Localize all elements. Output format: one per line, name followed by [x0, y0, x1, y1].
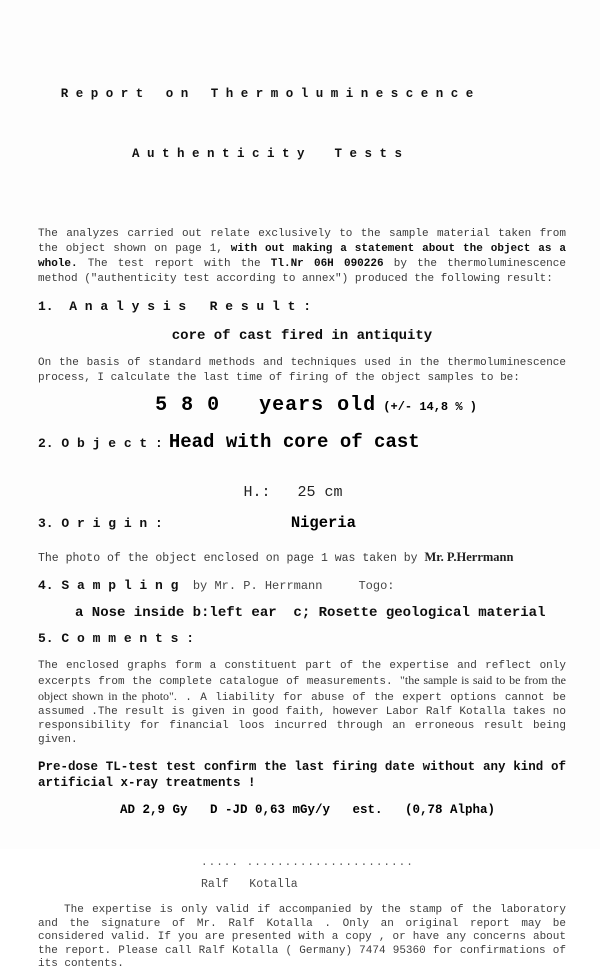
- intro-text-2: The test report with the: [77, 258, 271, 270]
- comments-text-1: The enclosed graphs form a constituent part of the expertise and reflect only excerpts from the complete catalogue of measurements.: [38, 660, 566, 688]
- comments-serif-quote: "the sample is said to be from the object shown in the photo".: [38, 673, 566, 703]
- signature-name: Ralf Kotalla: [201, 878, 298, 891]
- section-sampling-heading: 4. S a m p l i n g: [38, 578, 179, 593]
- photo-credit-line: [38, 550, 566, 565]
- report-title-line1: R e p o r t o n T h e r m o l u m i n e s c e n c e: [60, 87, 474, 101]
- analysis-basis-paragraph: On the basis of standard methods and techniques used in the thermoluminescence process, I calculate the last time of firing of the object samples to be:: [38, 357, 566, 384]
- report-title-line2: A u t h e n t i c i t y T e s t s: [131, 147, 403, 161]
- comments-paragraph: [38, 659, 566, 747]
- sampling-detail: by Mr. P. Herrmann Togo:: [178, 579, 395, 593]
- section-comments-heading: 5. C o m m e n t s :: [38, 631, 195, 646]
- age-tolerance: (+/- 14,8 % ): [376, 400, 477, 414]
- predose-statement: Pre-dose TL-test test confirm the last firing date without any kind of artificial x-ray treatments !: [38, 760, 566, 790]
- report-title: [38, 44, 566, 204]
- analysis-result: core of cast fired in antiquity: [171, 328, 433, 344]
- object-height: H.: 25 cm: [243, 484, 343, 501]
- section-object-heading: 2. O b j e c t :: [38, 436, 163, 451]
- section-origin-heading: 3. O r i g i n :: [38, 516, 163, 531]
- intro-bold-statement: with out making a statement about the object as a whole.: [38, 243, 566, 270]
- object-line: [38, 431, 566, 453]
- sampling-line: [38, 578, 566, 593]
- intro-text-3: by the thermoluminescence method ("authenticity test according to annex") produced the following result:: [38, 258, 566, 285]
- age-value: 5 8 0 years old: [155, 394, 377, 417]
- footer-validity-paragraph: The expertise is only valid if accompanied by the stamp of the laboratory and the signature of Mr. Ralf Kotalla . Only an original report may be considered valid. If you are presented with a copy , or have any concerns about the report. Please call Ralf Kotalla ( Germany) 7474 95360 for confirmations of its contents.: [38, 904, 566, 970]
- comments-text-2: . A liability for abuse of the expert options cannot be assumed .The result is given in good faith, however Labor Ralf Kotalla takes no responsibility for financial loos incurred through an erroneous result being given.: [38, 692, 566, 746]
- age-result-line: [38, 394, 566, 417]
- sampling-locations: a Nose inside b:left ear c; Rosette geological material: [75, 605, 546, 621]
- photo-text: The photo of the object enclosed on page 1 was taken by: [38, 552, 425, 565]
- origin-line: [38, 514, 566, 532]
- origin-value: Nigeria: [290, 514, 356, 532]
- object-value: Head with core of cast: [168, 431, 420, 453]
- signature-dotted-line: ..... ......................: [201, 857, 414, 869]
- dose-values-line: AD 2,9 Gy D -JD 0,63 mGy/y est. (0,78 Alpha): [120, 803, 496, 817]
- intro-tl-number: Tl.Nr 06H 090226: [270, 258, 384, 270]
- intro-text-1: The analyzes carried out relate exclusively to the sample material taken from the object shown on page 1,: [38, 228, 566, 255]
- intro-paragraph: [38, 227, 566, 287]
- photo-credit-name: Mr. P.Herrmann: [424, 550, 514, 564]
- section-analysis-heading: 1. A n a l y s i s R e s u l t :: [38, 299, 312, 314]
